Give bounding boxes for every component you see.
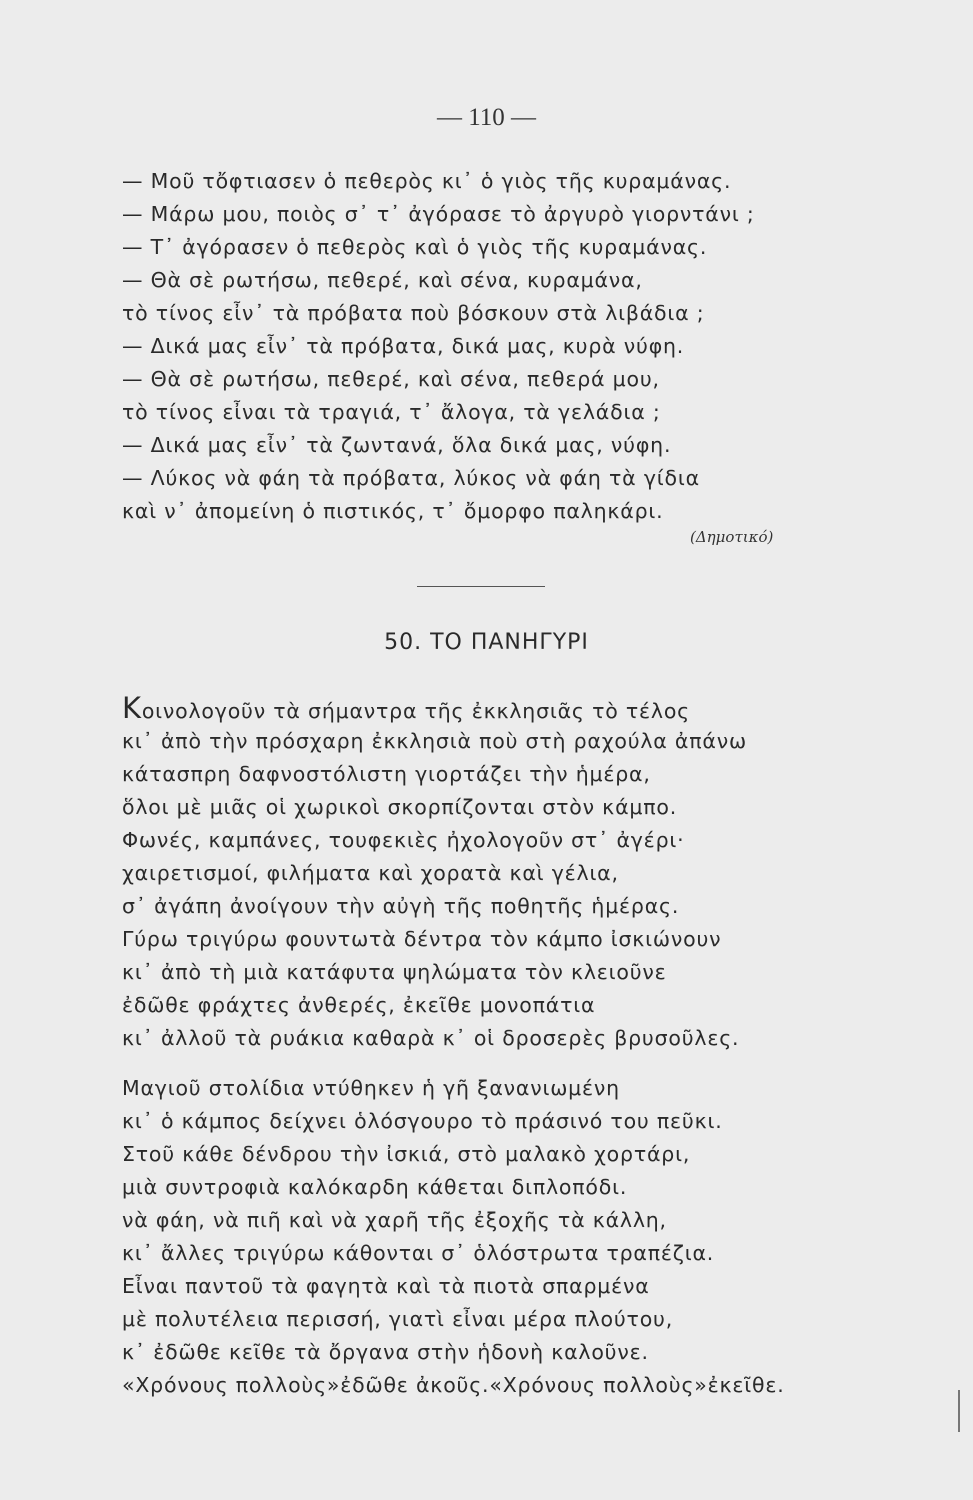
poem1-line: — Λύκος νὰ φάη τὰ πρόβατα, λύκος νὰ φάη τὰ γίδια	[122, 466, 700, 490]
poem2-line: μὲ πολυτέλεια περισσή, γιατὶ εἶναι μέρα πλούτου,	[122, 1307, 674, 1331]
poem2-line: Μαγιοῦ στολίδια ντύθηκεν ἡ γῆ ξανανιωμένη	[122, 1076, 620, 1100]
poem2-line: μιὰ συντροφιὰ καλόκαρδη κάθεται διπλοπόδι.	[122, 1175, 628, 1199]
poem2-line: ὅλοι μὲ μιᾶς οἱ χωρικοὶ σκορπίζονται στὸν κάμπο.	[122, 795, 678, 819]
poem1-line: καὶ ν᾽ ἀπομείνη ὁ πιστικός, τ᾽ ὄμορφο παληκάρι.	[122, 499, 664, 523]
section-divider	[417, 586, 545, 587]
poem2-line: σ᾽ ἀγάπη ἀνοίγουν τὴν αὐγὴ τῆς ποθητῆς ἡμέρας.	[122, 894, 680, 918]
poem2-line: κι᾽ ἄλλες τριγύρω κάθονται σ᾽ ὁλόστρωτα τραπέζια.	[122, 1241, 715, 1265]
poem2-line: χαιρετισμοί, φιλήματα καὶ χορατὰ καὶ γέλια,	[122, 861, 619, 885]
poem2-first-line-text: οινολογοῦν τὰ σήμαντρα τῆς ἐκκλησιᾶς τὸ τέλος	[141, 699, 690, 723]
poem1-line: τὸ τίνος εἶναι τὰ τραγιά, τ᾽ ἄλογα, τὰ γελάδια ;	[122, 400, 661, 424]
poem1-line: τὸ τίνος εἶν᾽ τὰ πρόβατα ποὺ βόσκουν στὰ λιβάδια ;	[122, 301, 705, 325]
poem1-line: — Θὰ σὲ ρωτήσω, πεθερέ, καὶ σένα, πεθερά μου,	[122, 367, 660, 391]
poem2-line: Γύρω τριγύρω φουντωτὰ δέντρα τὸν κάμπο ἰσκιώνουν	[122, 927, 722, 951]
poem1-line: — Μοῦ τὄφτιασεν ὁ πεθερὸς κι᾽ ὁ γιὸς τῆς κυραμάνας.	[122, 169, 732, 193]
page-number: — 110 —	[436, 104, 537, 131]
poem1-line: — Θὰ σὲ ρωτήσω, πεθερέ, καὶ σένα, κυραμάνα,	[122, 268, 643, 292]
poem2-line: Εἶναι παντοῦ τὰ φαγητὰ καὶ τὰ πιοτὰ σπαρμένα	[122, 1274, 650, 1298]
section-title: 50. ΤΟ ΠΑΝΗΓΥΡΙ	[384, 630, 589, 655]
page-edge-mark	[958, 1390, 960, 1432]
poem1-line: — Μάρω μου, ποιὸς σ᾽ τ᾽ ἀγόρασε τὸ ἀργυρὸ γιορντάνι ;	[122, 202, 755, 226]
poem2-line: νὰ φάη, νὰ πιῆ καὶ νὰ χαρῆ τῆς ἐξοχῆς τὰ κάλλη,	[122, 1208, 667, 1232]
poem2-line: κι᾽ ἀπὸ τὴν πρόσχαρη ἐκκλησιὰ ποὺ στὴ ραχούλα ἀπάνω	[122, 729, 747, 753]
poem2-line: κι᾽ ἀπὸ τὴ μιὰ κατάφυτα ψηλώματα τὸν κλειοῦνε	[122, 960, 667, 984]
poem2-line: Φωνές, καμπάνες, τουφεκιὲς ἠχολογοῦν στ᾽ ἀγέρι·	[122, 828, 685, 852]
poem2-line: ἐδῶθε φράχτες ἀνθερές, ἐκεῖθε μονοπάτια	[122, 993, 596, 1017]
poem2-line: κι᾽ ὁ κάμπος δείχνει ὁλόσγουρο τὸ πράσινό του πεῦκι.	[122, 1109, 723, 1133]
poem1-line: — Δικά μας εἶν᾽ τὰ ζωντανά, ὅλα δικά μας, νύφη.	[122, 433, 672, 457]
poem1-attribution: (Δημοτικό)	[690, 528, 774, 546]
poem1-line: — Τ᾽ ἀγόρασεν ὁ πεθερὸς καὶ ὁ γιὸς τῆς κυραμάνας.	[122, 235, 708, 259]
poem2-line: κι᾽ ἀλλοῦ τὰ ρυάκια καθαρὰ κ᾽ οἱ δροσερὲς βρυσοῦλες.	[122, 1026, 740, 1050]
poem1-line: — Δικά μας εἶν᾽ τὰ πρόβατα, δικά μας, κυρὰ νύφη.	[122, 334, 685, 358]
poem2-line: Στοῦ κάθε δένδρου τὴν ἰσκιά, στὸ μαλακὸ χορτάρι,	[122, 1142, 691, 1166]
poem2-line: κ᾽ ἐδῶθε κεῖθε τὰ ὄργανα στὴν ἡδονὴ καλοῦνε.	[122, 1340, 649, 1364]
drop-cap: Κ	[122, 691, 142, 725]
poem2-line: κάτασπρη δαφνοστόλιστη γιορτάζει τὴν ἡμέρα,	[122, 762, 651, 786]
poem2-line: «Χρόνους πολλοὺς»ἐδῶθε ἀκοῦς.«Χρόνους πολλοὺς»ἐκεῖθε.	[122, 1373, 785, 1397]
poem2-first-line	[122, 691, 690, 725]
